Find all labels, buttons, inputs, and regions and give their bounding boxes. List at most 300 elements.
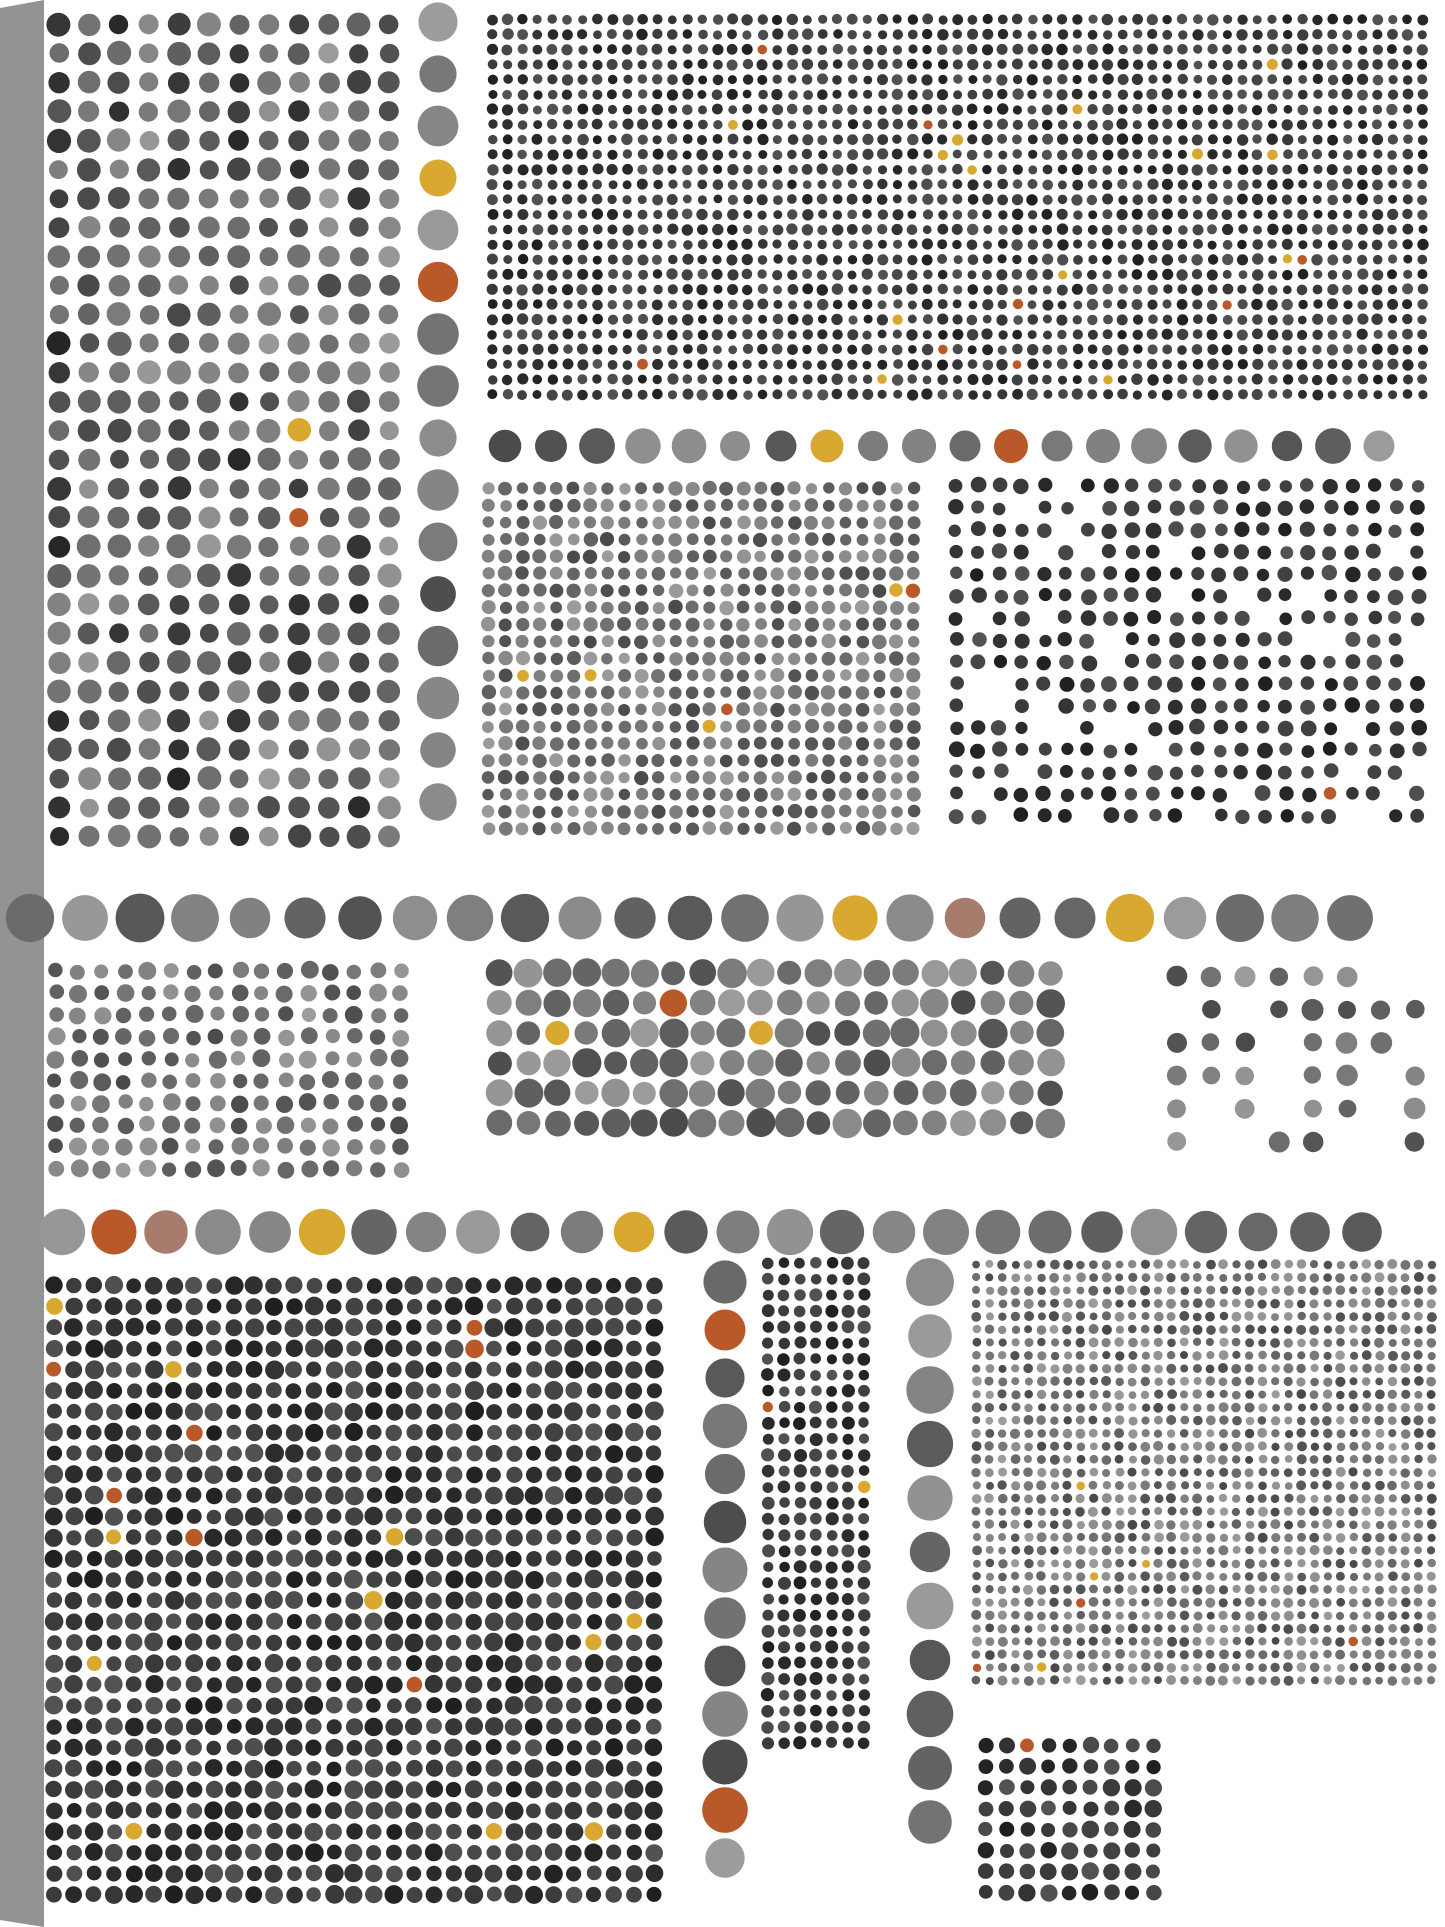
dot [787, 194, 797, 204]
dot [279, 1073, 294, 1088]
dot [949, 525, 961, 537]
dot [592, 119, 603, 130]
dot [138, 419, 161, 442]
dot [810, 1529, 822, 1541]
dot [527, 1341, 542, 1356]
dot [638, 270, 648, 280]
dot [532, 134, 543, 145]
dot [1013, 479, 1029, 495]
dot [483, 670, 495, 682]
dot [1267, 74, 1277, 84]
dot [1282, 359, 1292, 369]
dot [906, 686, 920, 700]
dot [289, 740, 309, 760]
dot [465, 1340, 484, 1359]
dot [1223, 240, 1233, 250]
dot [1117, 314, 1128, 325]
dot [365, 1781, 383, 1799]
dot [1118, 165, 1128, 175]
dot [1192, 633, 1206, 647]
dot [1282, 195, 1292, 205]
dot [485, 1865, 503, 1883]
dot [1358, 284, 1368, 294]
dot [1024, 1311, 1034, 1321]
dot [1417, 44, 1428, 55]
dot [327, 1635, 342, 1650]
dot [1427, 1364, 1436, 1373]
dot [652, 702, 666, 716]
dot [1012, 1468, 1020, 1476]
dot [1193, 14, 1203, 24]
dot [1298, 75, 1307, 84]
dot [1126, 545, 1140, 559]
dot [950, 655, 963, 668]
dot [773, 254, 782, 263]
dot [227, 1446, 242, 1461]
dot [1206, 1376, 1216, 1386]
dot [127, 1782, 142, 1797]
dot [1214, 634, 1227, 647]
dot [1234, 699, 1248, 713]
dot [921, 179, 932, 190]
dot [736, 635, 750, 649]
dot [1311, 1443, 1319, 1451]
dot [379, 189, 399, 209]
dot [488, 119, 497, 128]
dot [667, 149, 678, 160]
dot [533, 74, 543, 84]
dot [504, 1570, 523, 1589]
dot [754, 634, 768, 648]
dot [166, 1865, 184, 1883]
dot [267, 1550, 283, 1566]
dot [1298, 240, 1307, 249]
dot [306, 1382, 322, 1398]
dot [246, 1824, 262, 1840]
dot [265, 1486, 282, 1503]
dot [467, 1509, 482, 1524]
dot [407, 1887, 423, 1903]
dot [1134, 165, 1143, 174]
dot [1076, 1272, 1086, 1282]
dot [1337, 1404, 1345, 1412]
dot [877, 45, 887, 55]
dot [225, 1823, 243, 1841]
dot [601, 653, 612, 664]
dot [46, 13, 70, 37]
dot [996, 269, 1007, 280]
dot [166, 1550, 183, 1567]
dot [379, 449, 400, 470]
dot [727, 225, 738, 236]
dot [787, 567, 801, 581]
dot [1036, 1494, 1046, 1504]
dot [204, 1529, 222, 1547]
dot [1192, 29, 1203, 40]
dot [487, 15, 498, 26]
dot [1327, 195, 1338, 206]
dot [1102, 104, 1113, 115]
dot [225, 1592, 242, 1609]
dot [1073, 210, 1082, 219]
dot [1387, 374, 1397, 384]
dot [107, 1635, 122, 1650]
dot [517, 194, 527, 204]
dot [105, 1444, 123, 1462]
dot [778, 1369, 791, 1382]
dot [166, 1760, 183, 1777]
dot [907, 194, 917, 204]
dot [1327, 255, 1338, 266]
dot [1076, 1312, 1085, 1321]
dot [1388, 1390, 1397, 1399]
dot [258, 537, 278, 557]
dot [532, 702, 546, 716]
dot [526, 1467, 542, 1483]
dot [145, 1759, 164, 1778]
dot [646, 1634, 662, 1650]
dot [779, 1417, 790, 1428]
dot [841, 1257, 854, 1270]
dot [109, 275, 130, 296]
dot [577, 374, 587, 384]
dot [498, 736, 512, 750]
dot [737, 601, 750, 614]
dot [1072, 89, 1083, 100]
dot [502, 314, 513, 325]
dot [822, 533, 835, 546]
dot [349, 711, 369, 731]
dot [1368, 523, 1382, 537]
dot [1076, 1351, 1085, 1360]
dot [1043, 239, 1053, 249]
dot [922, 960, 949, 987]
dot [1324, 589, 1337, 602]
dot [778, 1529, 790, 1541]
dot [1373, 105, 1382, 114]
dot [498, 651, 512, 665]
dot [1279, 613, 1292, 626]
dot [652, 788, 665, 801]
dot [1350, 1364, 1358, 1372]
dot [874, 721, 887, 734]
dot [863, 1109, 891, 1137]
dot [106, 1319, 124, 1337]
dot [738, 806, 750, 818]
dot [518, 240, 528, 250]
dot [742, 329, 752, 339]
dot [185, 1886, 203, 1904]
dot [566, 1445, 583, 1462]
dot [736, 719, 750, 733]
dot [1202, 1067, 1220, 1085]
dot [1279, 588, 1292, 601]
dot [118, 1052, 132, 1066]
dot [1012, 1416, 1021, 1425]
dot [146, 1467, 161, 1482]
dot [858, 1657, 870, 1669]
dot [670, 635, 682, 647]
dot [630, 1019, 659, 1048]
dot [533, 210, 542, 219]
dot [922, 104, 933, 115]
dot [762, 1737, 774, 1749]
dot [1297, 195, 1307, 205]
dot [319, 158, 340, 179]
dot [545, 1021, 569, 1045]
dot [288, 130, 309, 151]
dot [1271, 1429, 1279, 1437]
dot [305, 1823, 323, 1841]
dot [506, 1740, 521, 1755]
dot [922, 164, 933, 175]
dot [720, 568, 732, 580]
dot [1357, 329, 1368, 340]
dot [447, 1320, 462, 1335]
dot [200, 827, 219, 846]
dot [938, 390, 948, 400]
dot [165, 1382, 182, 1399]
dot [713, 14, 723, 24]
dot [907, 755, 919, 767]
dot [771, 534, 783, 546]
dot [1180, 1429, 1189, 1438]
dot [48, 1161, 64, 1177]
dot [1427, 1403, 1435, 1411]
dot [1402, 179, 1412, 189]
dot [1417, 315, 1426, 324]
dot [533, 721, 545, 733]
dot [630, 1109, 657, 1136]
dot [878, 300, 887, 309]
dot [562, 135, 572, 145]
dot [486, 1404, 502, 1420]
dot [257, 71, 281, 95]
dot [1271, 1313, 1279, 1321]
dot [993, 524, 1006, 537]
dot [266, 1382, 282, 1398]
dot [862, 134, 873, 145]
dot [1271, 1326, 1279, 1334]
dot [255, 1007, 269, 1021]
dot [637, 359, 648, 370]
dot [547, 1530, 562, 1545]
dot [712, 150, 723, 161]
dot [166, 1277, 183, 1294]
dot [647, 1551, 662, 1566]
dot [645, 1781, 663, 1799]
dot [953, 210, 963, 220]
dot [727, 330, 736, 339]
dot [487, 330, 497, 340]
dot [516, 804, 530, 818]
dot [1132, 134, 1143, 145]
dot [1219, 1402, 1229, 1412]
dot [545, 1423, 564, 1442]
dot [1400, 1324, 1410, 1334]
dot [1237, 285, 1246, 294]
dot [486, 1278, 501, 1293]
dot [1207, 193, 1218, 204]
dot [1361, 1325, 1370, 1334]
dot [602, 670, 614, 682]
dot [585, 1759, 604, 1778]
dot [1180, 1377, 1189, 1386]
dot [937, 89, 948, 100]
dot [139, 188, 160, 209]
dot [1328, 105, 1338, 115]
dot [847, 389, 858, 400]
dot [608, 75, 618, 85]
dot [778, 1625, 790, 1637]
dot [65, 1487, 82, 1504]
dot [1372, 29, 1382, 39]
dot [602, 550, 614, 562]
dot [618, 669, 631, 682]
dot [1073, 59, 1084, 70]
dot [1219, 1415, 1228, 1424]
dot [108, 797, 130, 819]
dot [547, 119, 557, 129]
dot [622, 164, 633, 175]
dot [1314, 210, 1323, 219]
dot [567, 789, 578, 800]
dot [1087, 315, 1097, 325]
dot [1349, 1286, 1357, 1294]
dot [794, 1321, 806, 1333]
dot [996, 74, 1007, 85]
dot [545, 1340, 562, 1357]
dot [47, 477, 71, 501]
dot [1057, 223, 1068, 234]
dot [1335, 1325, 1345, 1335]
dot [498, 550, 512, 564]
dot [840, 517, 852, 529]
dot [1088, 344, 1098, 354]
dot [697, 90, 706, 99]
dot [586, 1887, 601, 1902]
dot [186, 1073, 201, 1088]
dot [618, 517, 630, 529]
dot [1114, 1364, 1123, 1373]
dot [1115, 1494, 1124, 1503]
dot [502, 299, 512, 309]
dot [842, 1401, 853, 1412]
dot [1232, 1338, 1241, 1347]
dot [667, 224, 678, 235]
dot [206, 1320, 221, 1335]
dot [93, 1029, 109, 1045]
dot [517, 359, 527, 369]
dot [893, 165, 903, 175]
dot [346, 1760, 363, 1777]
dot [1297, 1468, 1306, 1477]
dot [482, 584, 495, 597]
dot [1322, 1480, 1332, 1490]
dot [1337, 1443, 1346, 1452]
dot [821, 703, 835, 717]
dot [953, 389, 963, 399]
dot [565, 1802, 583, 1820]
dot [326, 1362, 343, 1379]
dot [1011, 1454, 1021, 1464]
dot [968, 120, 978, 130]
dot [667, 89, 678, 100]
dot [93, 1073, 111, 1091]
dot [893, 180, 902, 189]
dot [872, 788, 886, 802]
dot [1013, 179, 1023, 189]
dot [1146, 654, 1161, 669]
dot [1358, 374, 1369, 385]
dot [907, 255, 917, 265]
dot [347, 70, 371, 94]
dot [636, 29, 647, 40]
dot [1367, 655, 1382, 670]
dot [386, 1739, 402, 1755]
dot [488, 209, 499, 220]
dot [258, 507, 280, 529]
dot [1283, 209, 1292, 218]
dot [514, 959, 543, 988]
dot [199, 797, 220, 818]
dot [326, 1382, 342, 1398]
dot [779, 1497, 790, 1508]
dot [206, 1445, 223, 1462]
dot [1011, 1494, 1020, 1503]
dot [953, 150, 962, 159]
dot [862, 194, 872, 204]
dot [806, 483, 817, 494]
dot [833, 44, 843, 54]
dot [1063, 1390, 1072, 1399]
dot [1219, 1338, 1228, 1347]
dot [971, 1429, 980, 1438]
dot [94, 985, 109, 1000]
dot [318, 274, 342, 298]
dot [306, 1614, 322, 1630]
dot [348, 507, 370, 529]
dot [1178, 135, 1188, 145]
dot [1013, 120, 1023, 130]
dot [1063, 1442, 1072, 1451]
dot [286, 1424, 303, 1441]
dot [878, 345, 887, 354]
dot [948, 499, 963, 514]
dot [1258, 1403, 1267, 1412]
dot [856, 618, 869, 631]
dot [482, 652, 494, 664]
dot [1147, 300, 1157, 310]
dot [1358, 120, 1367, 129]
dot [908, 165, 917, 174]
dot [1178, 254, 1187, 263]
dot [77, 534, 101, 558]
dot [349, 44, 368, 63]
dot [545, 1843, 563, 1861]
dot [548, 224, 559, 235]
dot [1401, 1299, 1410, 1308]
dot [1063, 1274, 1071, 1282]
dot [842, 1482, 853, 1493]
dot [1258, 1325, 1267, 1334]
dot [78, 593, 99, 614]
dot [653, 499, 666, 512]
dot [550, 567, 563, 580]
dot [1223, 315, 1233, 325]
dot [1223, 135, 1232, 144]
dot [505, 1802, 524, 1821]
